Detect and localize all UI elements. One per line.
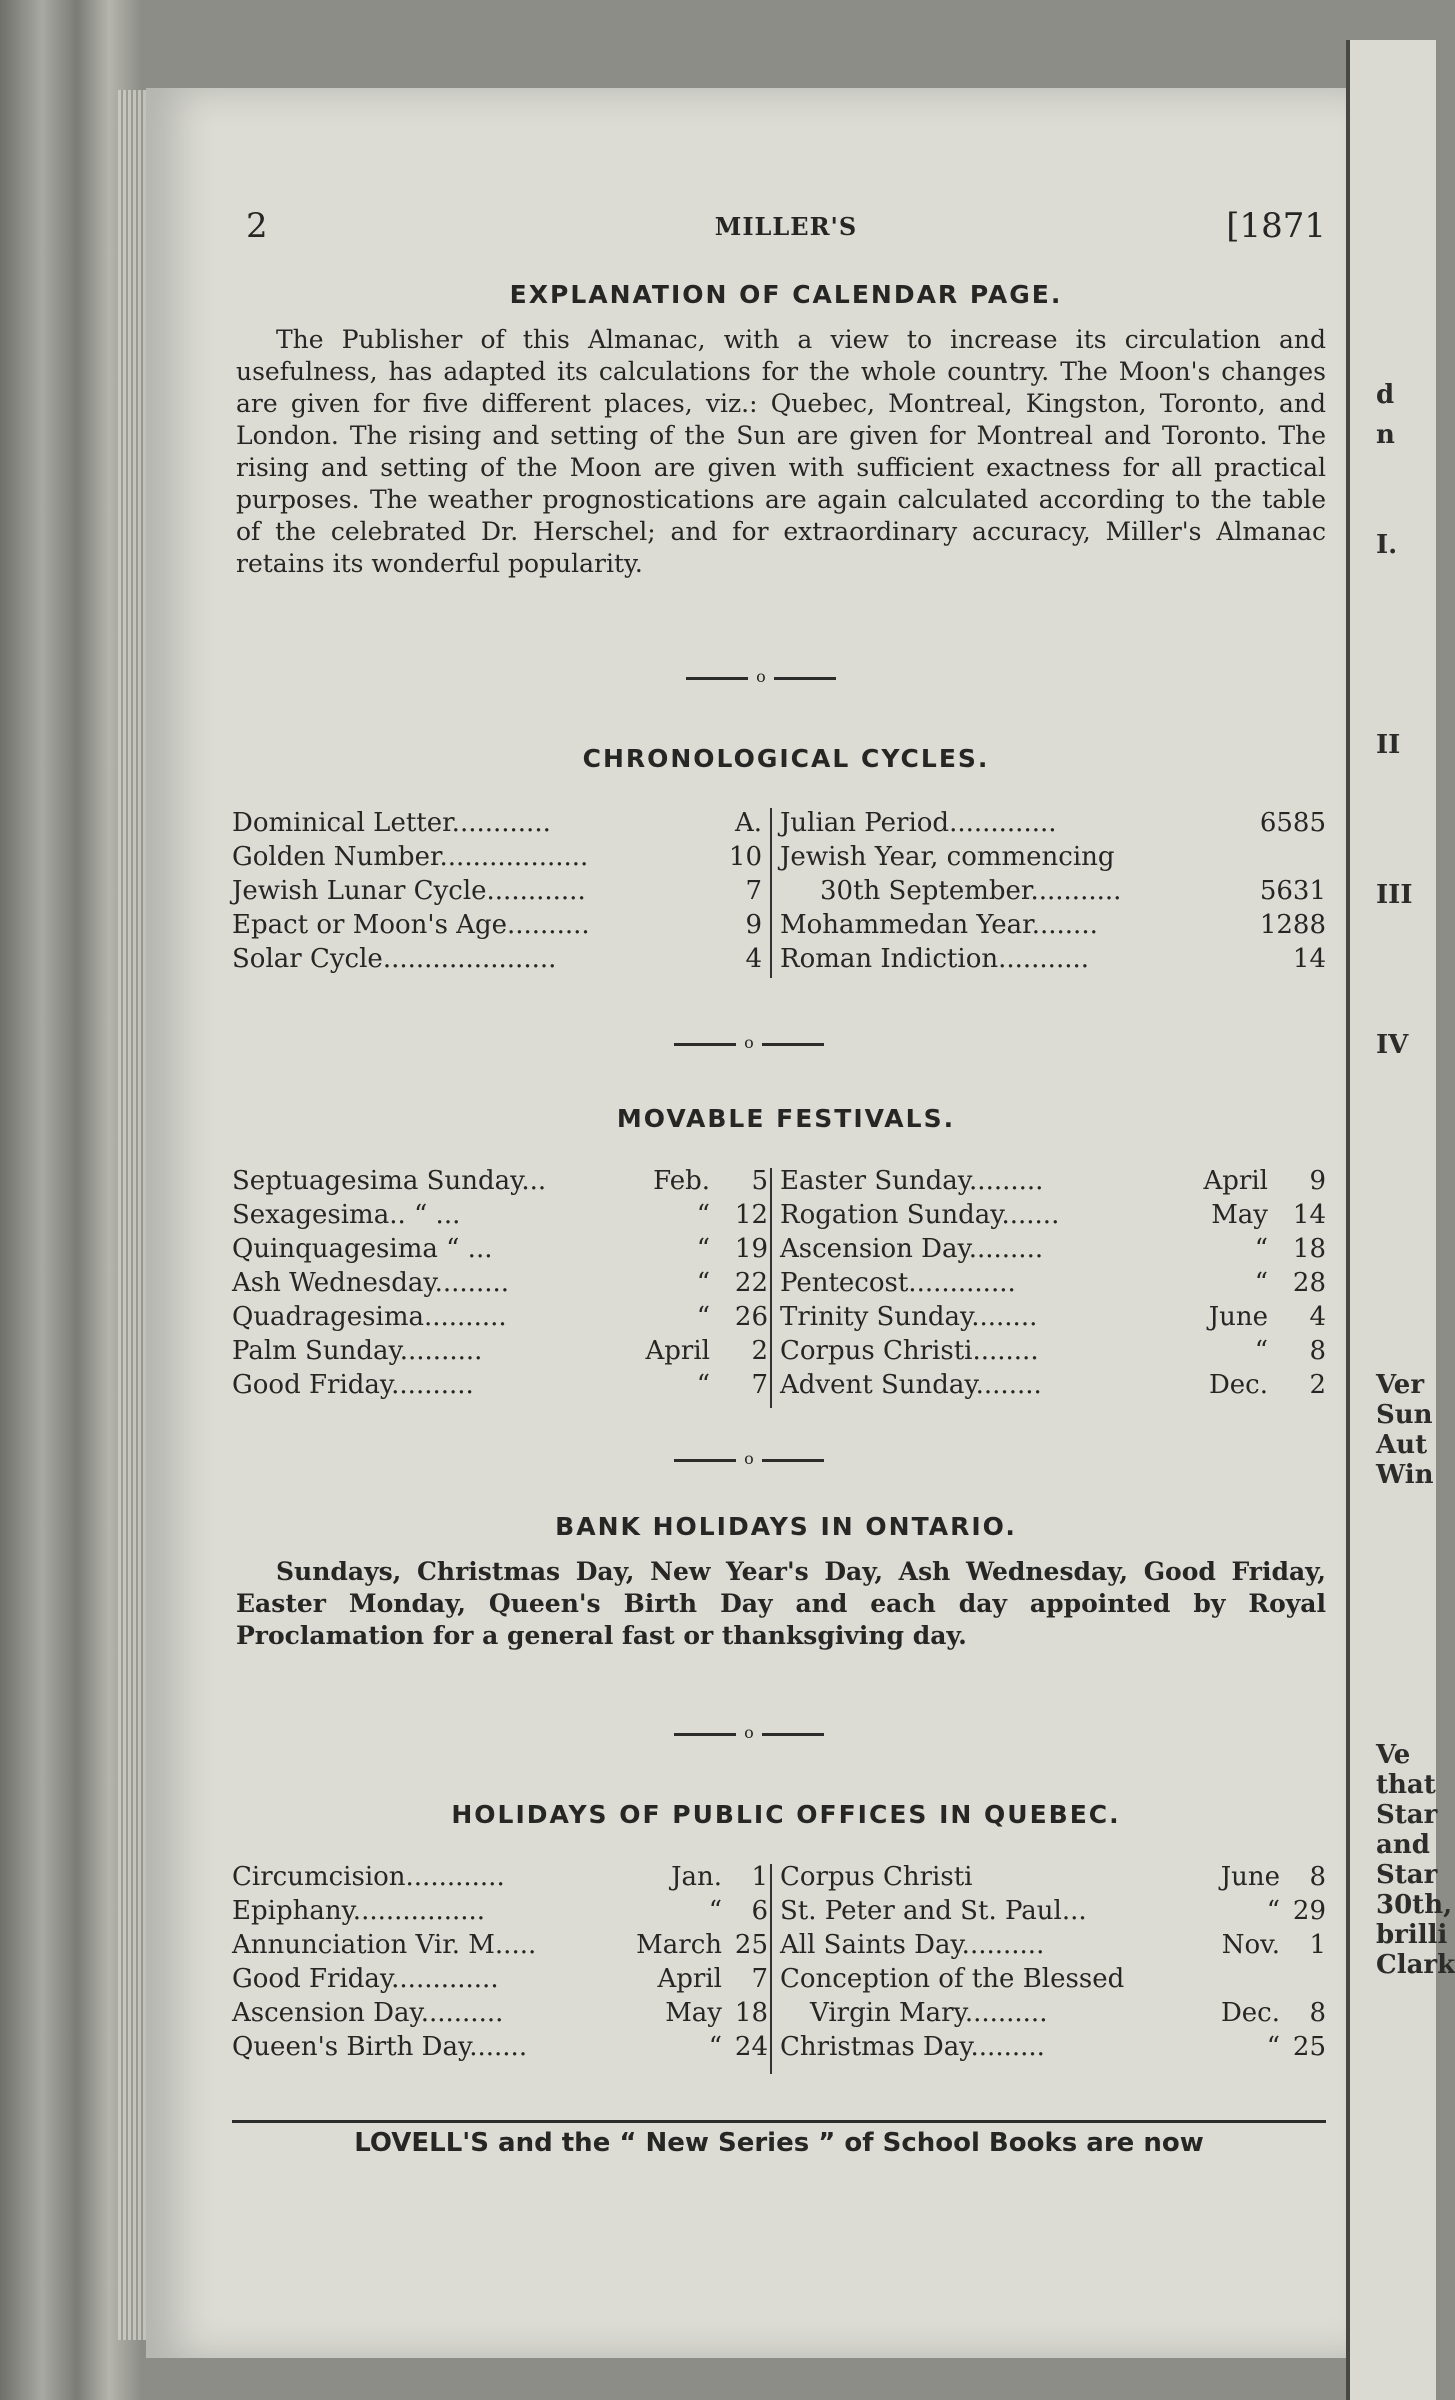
row-day: 5 (751, 1166, 768, 1196)
row-day: 28 (1292, 1268, 1326, 1298)
row-label: Roman Indiction........... (780, 944, 1090, 974)
row-label: Circumcision............ (232, 1862, 505, 1892)
row-value: 4 (745, 944, 762, 974)
row-month: April (1203, 1166, 1268, 1196)
row-label: 30th September........... (820, 876, 1122, 906)
row-value: 7 (745, 876, 762, 906)
table-row (232, 1266, 768, 1300)
row-month: April (657, 1964, 722, 1994)
table-row (232, 1368, 768, 1402)
adjacent-page-line: Ver (1376, 1370, 1425, 1400)
row-label: Ascension Day.......... (232, 1998, 504, 2028)
adjacent-page-line: n (1376, 420, 1395, 450)
row-day: 7 (751, 1964, 768, 1994)
row-label: Queen's Birth Day....... (232, 2032, 528, 2062)
row-month: April (645, 1336, 710, 1366)
movable-right-column (780, 1164, 1326, 1402)
row-month: “ (696, 1370, 710, 1400)
row-month: Nov. (1221, 1930, 1280, 1960)
row-day: 29 (1292, 1896, 1326, 1926)
column-rule (770, 1168, 772, 1408)
page-title: MILLER'S (714, 212, 858, 241)
row-day: 25 (734, 1930, 768, 1960)
adjacent-page-line: Star (1376, 1860, 1438, 1890)
row-month: “ (1254, 1234, 1268, 1264)
footer-advert: LOVELL'S and the “ New Series ” of School Books are now (354, 2128, 1204, 2158)
movable-table (232, 1164, 1326, 1414)
bank-title: BANK HOLIDAYS IN ONTARIO. (555, 1512, 1017, 1541)
row-label: Quinquagesima “ ... (232, 1234, 493, 1264)
row-day: 8 (1309, 1336, 1326, 1366)
almanac-page (146, 88, 1346, 2358)
row-month: “ (696, 1200, 710, 1230)
row-month: “ (696, 1234, 710, 1264)
row-value: 6585 (1259, 808, 1326, 838)
row-value: 14 (1292, 944, 1326, 974)
row-month: “ (696, 1268, 710, 1298)
table-row (232, 840, 762, 874)
table-row (780, 1962, 1326, 1996)
row-label: St. Peter and St. Paul... (780, 1896, 1087, 1926)
divider: o (674, 1034, 824, 1054)
table-row (232, 874, 762, 908)
movable-title: MOVABLE FESTIVALS. (616, 1104, 956, 1133)
adjacent-page-line: Clark (1376, 1950, 1455, 1980)
row-day: 18 (734, 1998, 768, 2028)
row-day: 24 (734, 2032, 768, 2062)
row-label: Epact or Moon's Age.......... (232, 910, 590, 940)
table-row (780, 2030, 1326, 2064)
row-label: Julian Period............. (780, 808, 1057, 838)
table-row (780, 908, 1326, 942)
row-label: Corpus Christi (780, 1862, 973, 1892)
row-day: 19 (734, 1234, 768, 1264)
table-row (780, 942, 1326, 976)
row-month: “ (708, 1896, 722, 1926)
quebec-right-column (780, 1860, 1326, 2064)
row-day: 1 (751, 1862, 768, 1892)
table-row (780, 840, 1326, 874)
table-row (780, 874, 1326, 908)
row-day: 18 (1292, 1234, 1326, 1264)
table-row (232, 1894, 768, 1928)
quebec-title: HOLIDAYS OF PUBLIC OFFICES IN QUEBEC. (451, 1800, 1121, 1829)
table-row (232, 2030, 768, 2064)
adjacent-page-line: Aut (1376, 1430, 1428, 1460)
row-day: 22 (734, 1268, 768, 1298)
chronological-table (232, 806, 1326, 986)
row-month: Feb. (653, 1166, 710, 1196)
adjacent-page-line: d (1376, 380, 1395, 410)
adjacent-page-line: I. (1376, 530, 1398, 560)
row-label: Golden Number.................. (232, 842, 589, 872)
row-label: Annunciation Vir. M..... (232, 1930, 537, 1960)
table-row (232, 908, 762, 942)
adjacent-page-line: that (1376, 1770, 1436, 1800)
table-row (232, 1198, 768, 1232)
row-label: Ascension Day......... (780, 1234, 1044, 1264)
table-row (232, 806, 762, 840)
table-row (780, 1860, 1326, 1894)
table-row (232, 1996, 768, 2030)
divider: o (686, 668, 836, 688)
row-label: Good Friday.......... (232, 1370, 474, 1400)
divider: o (674, 1724, 824, 1744)
row-label: Mohammedan Year........ (780, 910, 1098, 940)
column-rule (770, 808, 772, 978)
table-row (232, 1164, 768, 1198)
row-value: 5631 (1259, 876, 1326, 906)
table-row (232, 1334, 768, 1368)
running-head (246, 206, 1326, 256)
row-month: March (636, 1930, 722, 1960)
adjacent-page-line: and (1376, 1830, 1430, 1860)
row-day: 2 (1309, 1370, 1326, 1400)
row-label: Jewish Year, commencing (780, 842, 1115, 872)
row-month: “ (696, 1302, 710, 1332)
row-month: Jan. (671, 1862, 722, 1892)
explanation-title: EXPLANATION OF CALENDAR PAGE. (509, 280, 1063, 309)
row-day: 8 (1309, 1862, 1326, 1892)
chronological-title: CHRONOLOGICAL CYCLES. (582, 744, 990, 773)
table-row (232, 942, 762, 976)
row-label: Trinity Sunday........ (780, 1302, 1038, 1332)
row-month: May (1211, 1200, 1268, 1230)
table-row (780, 1232, 1326, 1266)
quebec-table (232, 1860, 1326, 2080)
table-row (780, 1164, 1326, 1198)
row-day: 26 (734, 1302, 768, 1332)
adjacent-page-line: III (1376, 880, 1413, 910)
row-month: June (1220, 1862, 1280, 1892)
table-row (780, 1300, 1326, 1334)
row-month: “ (1266, 2032, 1280, 2062)
row-label: Jewish Lunar Cycle............ (232, 876, 586, 906)
row-month: Dec. (1208, 1370, 1268, 1400)
row-day: 6 (751, 1896, 768, 1926)
adjacent-page-line: IV (1376, 1030, 1409, 1060)
row-month: “ (1254, 1268, 1268, 1298)
row-label: Sexagesima.. “ ... (232, 1200, 461, 1230)
table-row (780, 1334, 1326, 1368)
adjacent-page-line: brilli (1376, 1920, 1448, 1950)
table-row (780, 806, 1326, 840)
adjacent-page-line: Ve (1376, 1740, 1411, 1770)
table-row (232, 1860, 768, 1894)
page-number: 2 (246, 206, 268, 246)
page-year: [1871 (1226, 206, 1326, 246)
table-row (780, 1996, 1326, 2030)
row-day: 9 (1309, 1166, 1326, 1196)
adjacent-page-line: Win (1376, 1460, 1434, 1490)
row-label: Epiphany................ (232, 1896, 486, 1926)
row-label: Ash Wednesday......... (232, 1268, 509, 1298)
row-label: Corpus Christi........ (780, 1336, 1039, 1366)
row-value: 9 (745, 910, 762, 940)
row-label: Septuagesima Sunday... (232, 1166, 547, 1196)
movable-left-column (232, 1164, 768, 1402)
row-label: Good Friday............. (232, 1964, 499, 1994)
chronological-right-column (780, 806, 1326, 976)
table-row (232, 1232, 768, 1266)
row-label: Conception of the Blessed (780, 1964, 1125, 1994)
row-value: 10 (728, 842, 762, 872)
row-month: Dec. (1220, 1998, 1280, 2028)
row-month: June (1208, 1302, 1268, 1332)
row-label: Virgin Mary.......... (810, 1998, 1048, 2028)
row-day: 25 (1292, 2032, 1326, 2062)
row-label: Rogation Sunday....... (780, 1200, 1060, 1230)
table-row (780, 1368, 1326, 1402)
quebec-left-column (232, 1860, 768, 2064)
bottom-rule (232, 2120, 1326, 2123)
adjacent-page-line: Star (1376, 1800, 1438, 1830)
row-month: May (665, 1998, 722, 2028)
explanation-text: The Publisher of this Almanac, with a view to increase its circulation and usefulness, has adapted its calculations for the whole country. The Moon's changes are given for five different places, viz.: Quebec, Montreal, Kingston, Toronto, and London. The rising and setting of the Sun are given for Montreal and Toronto. The rising and setting of the Moon are given with sufficient exactness for all practical purposes. The weather prognostications are again calculated according to the table of the celebrated Dr. Herschel; and for extraordinary accuracy, Miller's Almanac retains its wonderful popularity. (236, 325, 1326, 578)
table-row (232, 1300, 768, 1334)
row-label: Christmas Day......... (780, 2032, 1045, 2062)
row-label: Easter Sunday......... (780, 1166, 1044, 1196)
column-rule (770, 1864, 772, 2074)
adjacent-page-line: 30th, (1376, 1890, 1453, 1920)
row-label: Palm Sunday.......... (232, 1336, 483, 1366)
row-day: 7 (751, 1370, 768, 1400)
row-month: “ (708, 2032, 722, 2062)
table-row (780, 1198, 1326, 1232)
table-row (780, 1266, 1326, 1300)
row-day: 2 (751, 1336, 768, 1366)
table-row (232, 1962, 768, 1996)
row-day: 12 (734, 1200, 768, 1230)
table-row (780, 1894, 1326, 1928)
divider: o (674, 1450, 824, 1470)
row-label: Dominical Letter............ (232, 808, 551, 838)
row-day: 4 (1309, 1302, 1326, 1332)
adjacent-page-line: II (1376, 730, 1401, 760)
row-day: 1 (1309, 1930, 1326, 1960)
table-row (780, 1928, 1326, 1962)
row-label: Advent Sunday........ (780, 1370, 1042, 1400)
row-month: “ (1254, 1336, 1268, 1366)
row-day: 8 (1309, 1998, 1326, 2028)
adjacent-page-line: Sun (1376, 1400, 1433, 1430)
row-label: Solar Cycle..................... (232, 944, 557, 974)
row-value: A. (734, 808, 762, 838)
row-label: Pentecost............. (780, 1268, 1016, 1298)
row-day: 14 (1292, 1200, 1326, 1230)
row-label: Quadragesima.......... (232, 1302, 507, 1332)
bank-text: Sundays, Christmas Day, New Year's Day, Ash Wednesday, Good Friday, Easter Monday, Queen's Birth Day and each day appointed by Royal Proclamation for a general fast or thanksgiving day. (236, 1557, 1326, 1650)
table-row (232, 1928, 768, 1962)
chronological-left-column (232, 806, 762, 976)
row-label: All Saints Day.......... (780, 1930, 1045, 1960)
row-value: 1288 (1259, 910, 1326, 940)
row-month: “ (1266, 1896, 1280, 1926)
